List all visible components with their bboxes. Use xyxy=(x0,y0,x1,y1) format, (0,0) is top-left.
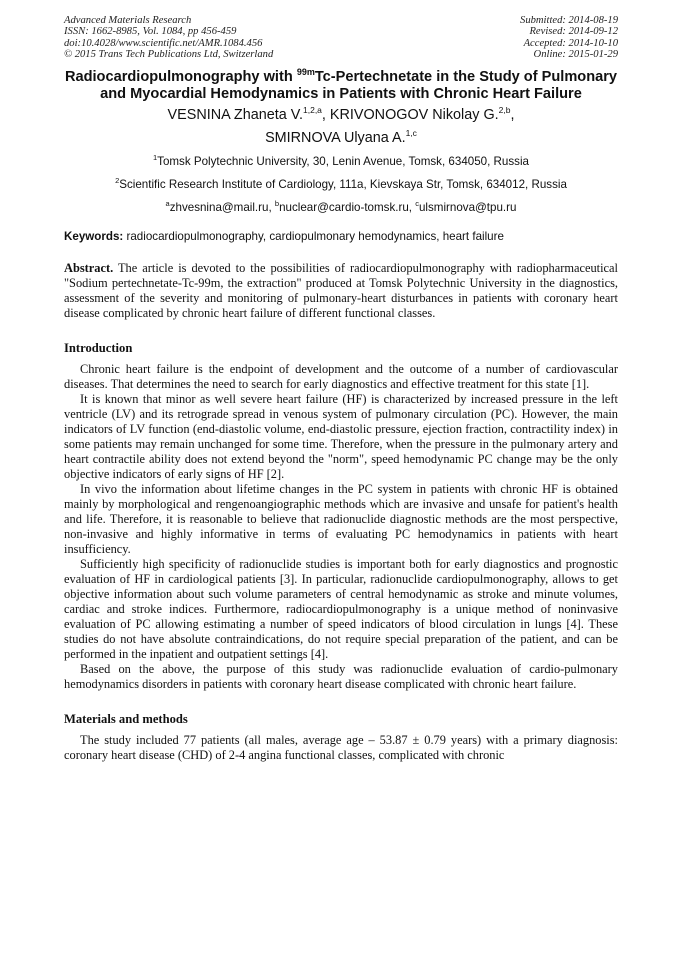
email-mark: a xyxy=(165,198,170,208)
author-line-1 xyxy=(64,104,618,127)
affiliation-text: Tomsk Polytechnic University, 30, Lenin Avenue, Tomsk, 634050, Russia xyxy=(157,154,529,168)
date-accepted: Accepted: 2014-10-10 xyxy=(523,37,618,49)
author-affil-mark: 2,b xyxy=(498,104,511,115)
email-mark: b xyxy=(274,198,280,208)
email-link[interactable]: zhvesnina@mail.ru, xyxy=(169,200,275,214)
author-name: VESNINA Zhaneta V. xyxy=(167,106,303,123)
author-separator: , xyxy=(510,106,515,123)
title-part-1: Radiocardiopulmonography with xyxy=(64,68,297,85)
section-heading-methods: Materials and methods xyxy=(64,711,188,726)
paragraph: The study included 77 patients (all males, average age – 53.87 ± 0.79 years) with a primary diagnosis: coronary heart disease (CHD) of 2-4 angina functional classes, complicated with chronic xyxy=(64,732,618,762)
affiliations xyxy=(64,154,618,215)
keywords xyxy=(64,229,618,244)
submission-dates xyxy=(520,15,618,61)
journal-info xyxy=(64,15,273,61)
affiliation-2 xyxy=(64,177,618,192)
paragraph: It is known that minor as well severe heart failure (HF) is characterized by increased pressure in the left ventricle (LV) and its retrograde spread in venous system of pulmonary circulation (PC). However, the main indicators of LV function (end-diastolic volume, end-diastolic pressure, ejection fraction, contractility index) in some patients may remain unchanged for some time. Therefore, when the pressure in the pulmonary artery and heart contractile ability does not extend beyond the "norm", speed hemodynamic PC change may be the only objective indicators of early signs of HF [2]. xyxy=(64,391,618,481)
date-revised: Revised: 2014-09-12 xyxy=(529,26,618,38)
date-submitted: Submitted: 2014-08-19 xyxy=(520,15,618,26)
author-line-2 xyxy=(64,127,618,150)
email-list xyxy=(64,200,618,215)
journal-issn: ISSN: 1662-8985, Vol. 1084, pp 456-459 xyxy=(64,26,237,38)
title-superscript: 99m xyxy=(296,66,315,77)
abstract xyxy=(64,261,618,321)
email-link[interactable]: nuclear@cardio-tomsk.ru, xyxy=(279,200,416,214)
date-online: Online: 2015-01-29 xyxy=(533,49,618,61)
paper-title xyxy=(64,66,618,103)
journal-copyright: © 2015 Trans Tech Publications Ltd, Switzerland xyxy=(64,49,274,61)
paragraph: Sufficiently high specificity of radionuclide studies is important both for early diagnostics and prognostic evaluation of HF in cardiological patients [3]. In particular, radionuclide cardiopulmonography, allows to get objective information about such volume parameters of central hemodynamic as stroke and minute volumes, cardiac and stroke indices. Furthermore, radiocardiopulmonography is a unique method of noninvasive evaluation of PC allowing estimating a number of speed indicators of blood circulation in lungs [4]. These studies do not have absolute contraindications, do not require special preparation of the patient, and can be performed in the inpatient and outpatient settings [4]. xyxy=(64,556,618,661)
affiliation-text: Scientific Research Institute of Cardiology, 111a, Kievskaya Str, Tomsk, 634012, Russia xyxy=(119,177,567,191)
affiliation-mark: 1 xyxy=(152,152,158,162)
introduction-section xyxy=(64,362,618,692)
author-list xyxy=(64,104,618,150)
journal-header xyxy=(64,15,618,61)
paragraph: In vivo the information about lifetime changes in the PC system in patients with chronic HF is obtained mainly by morphological and rengenoangiographic methods which are invasive and unsafe for patient's health and life. Therefore, it is reasonable to believe that radionuclide diagnostic methods are the most perspective, non-invasive and highly informative in terms of evaluating PC hemodynamics in patients with heart insufficiency. xyxy=(64,481,618,556)
paragraph: Chronic heart failure is the endpoint of development and the outcome of a number of cardiovascular diseases. That determines the need to search for early diagnostics and effective treatment for this state [1]. xyxy=(64,361,618,391)
affiliation-1 xyxy=(64,154,618,169)
email-link[interactable]: ulsmirnova@tpu.ru xyxy=(418,200,517,214)
author-affil-mark: 1,c xyxy=(405,127,417,138)
abstract-label: Abstract. xyxy=(64,260,114,275)
title-part-2: Tc-Pertechnetate in the Study of Pulmonary and Myocardial Hemodynamics in Patients with Chronic Heart Failure xyxy=(100,68,618,102)
affiliation-mark: 2 xyxy=(115,175,120,185)
author-name: KRIVONOGOV Nikolay G. xyxy=(329,106,499,123)
email-mark: c xyxy=(415,198,419,208)
keywords-label: Keywords: xyxy=(64,229,124,243)
paragraph: Based on the above, the purpose of this study was radionuclide evaluation of cardio-pulmonary hemodynamics disorders in patients with coronary heart disease complicated with chronic heart failure. xyxy=(64,661,618,691)
section-heading-introduction: Introduction xyxy=(64,340,133,355)
author-affil-mark: 1,2,a xyxy=(303,104,322,115)
abstract-text: The article is devoted to the possibilities of radiocardiopulmonography with radiopharmaceutical "Sodium pertechnetate-Tc-99m, the extraction" produced at Tomsk Polytechnic University in the diagnostics, assessment of the severity and monitoring of pulmonary-heart disturbances in patients with coronary heart disease complicated by chronic heart failure of different functional classes. xyxy=(64,260,618,320)
author-separator: , xyxy=(321,106,330,123)
author-name: SMIRNOVA Ulyana A. xyxy=(265,129,406,146)
methods-section xyxy=(64,733,618,763)
keywords-text: radiocardiopulmonography, cardiopulmonary hemodynamics, heart failure xyxy=(123,229,504,243)
journal-doi: doi:10.4028/www.scientific.net/AMR.1084.456 xyxy=(64,37,263,49)
journal-name: Advanced Materials Research xyxy=(64,15,192,26)
